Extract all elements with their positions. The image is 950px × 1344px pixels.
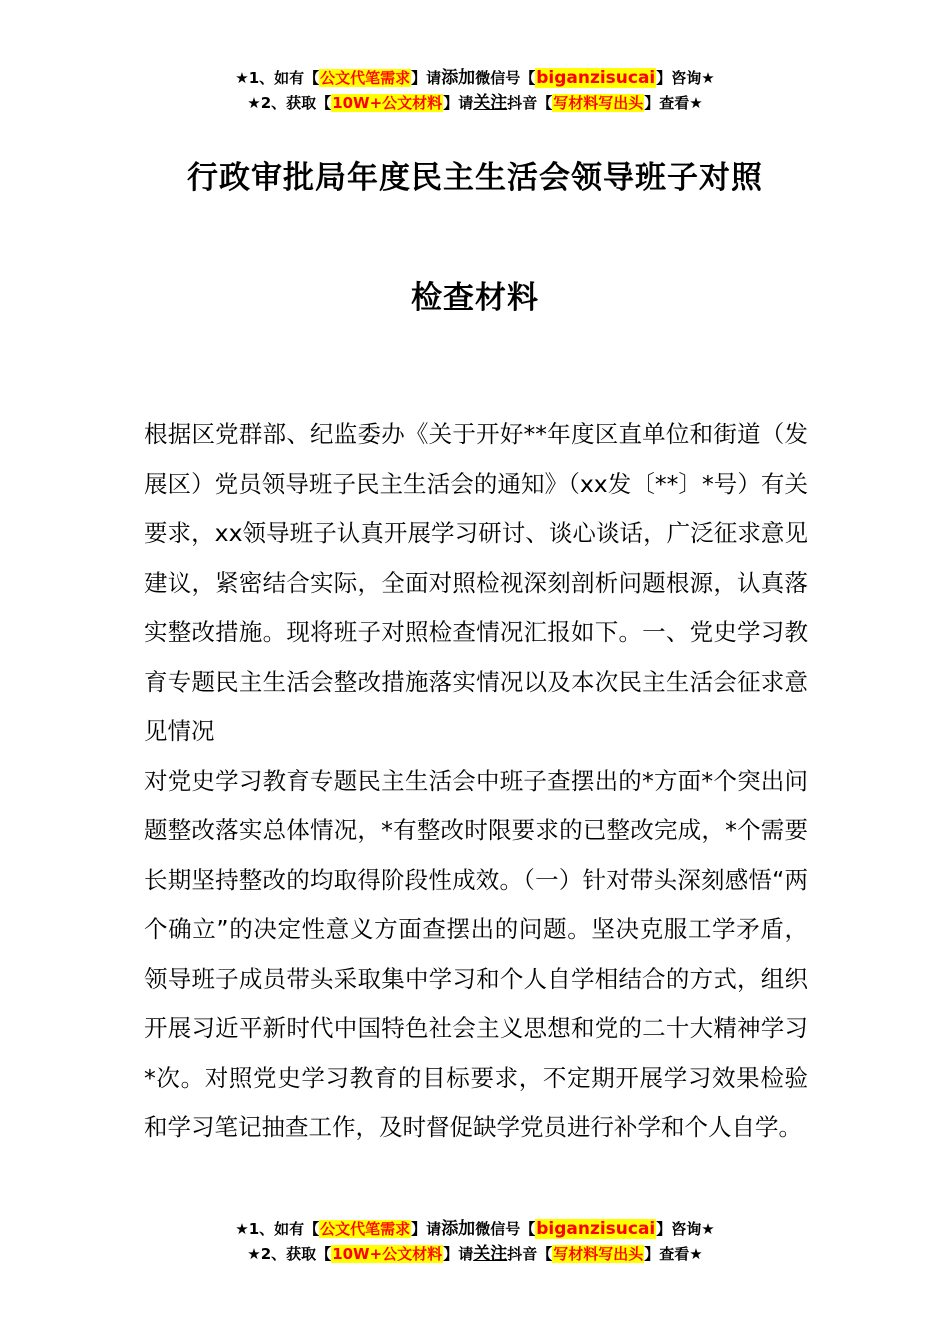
promo-highlight-wechat-id: biganzisucai: [536, 68, 656, 88]
promo-emphasis: 添加: [441, 1219, 476, 1239]
promo-highlight: 10W+公文材料: [332, 94, 443, 112]
promo-highlight-wechat-id: biganzisucai: [536, 1219, 656, 1239]
promo-line-1: [0, 1217, 950, 1242]
promo-banner-bottom: [0, 1217, 950, 1267]
promo-highlight: 公文代笔需求: [320, 1220, 411, 1238]
promo-text: 抖音【: [507, 94, 553, 112]
promo-highlight: 写材料写出头: [553, 1245, 644, 1263]
promo-line-2: [0, 91, 950, 116]
promo-emphasis: 关注: [473, 1244, 508, 1264]
promo-text: 抖音【: [507, 1245, 553, 1263]
promo-text: 】咨询★: [656, 69, 715, 87]
document-title-line-1: 行政审批局年度民主生活会领导班子对照: [187, 160, 763, 196]
promo-text: 】查看★: [644, 1245, 703, 1263]
promo-line-1: [0, 66, 950, 91]
promo-highlight: 公文代笔需求: [320, 69, 411, 87]
promo-text: 】请: [411, 69, 442, 87]
promo-text: 微信号【: [475, 69, 536, 87]
promo-text: 】咨询★: [656, 1220, 715, 1238]
document-body: [144, 410, 808, 1153]
body-paragraph-2: 对党史学习教育专题民主生活会中班子查摆出的*方面*个突出问题整改落实总体情况，*有整改时限要求的已整改完成，*个需要长期坚持整改的均取得阶段性成效。（一）针对带头深刻感悟“两个确立”的决定性意义方面查摆出的问题。坚决克服工学矛盾，领导班子成员带头采取集中学习和个人自学相结合的方式，组织开展习近平新时代中国特色社会主义思想和党的二十大精神学习*次。对照党史学习教育的目标要求，不定期开展学习效果检验和学习笔记抽查工作，及时督促缺学党员进行补学和个人自学。: [144, 766, 808, 1141]
promo-line-2: [0, 1242, 950, 1267]
promo-text: ★2、获取【: [247, 1245, 332, 1263]
promo-text: 】请: [411, 1220, 442, 1238]
promo-text: 微信号【: [475, 1220, 536, 1238]
promo-text: ★1、如有【: [235, 69, 320, 87]
promo-emphasis: 关注: [473, 93, 508, 113]
body-paragraph-1: 根据区党群部、纪监委办《关于开好**年度区直单位和街道（发展区）党员领导班子民主生活会的通知》（xx发〔**〕*号）有关要求，xx领导班子认真开展学习研讨、谈心谈话，广泛征求意见建议，紧密结合实际，全面对照检视深刻剖析问题根源，认真落实整改措施。现将班子对照检查情况汇报如下。一、党史学习教育专题民主生活会整改措施落实情况以及本次民主生活会征求意见情况: [144, 420, 808, 745]
promo-text: 】请: [443, 94, 474, 112]
promo-text: 】查看★: [644, 94, 703, 112]
promo-highlight: 10W+公文材料: [332, 1245, 443, 1263]
promo-text: 】请: [443, 1245, 474, 1263]
promo-emphasis: 添加: [441, 68, 476, 88]
promo-highlight: 写材料写出头: [553, 94, 644, 112]
promo-text: ★1、如有【: [235, 1220, 320, 1238]
promo-banner-top: [0, 66, 950, 116]
promo-text: ★2、获取【: [247, 94, 332, 112]
document-title-line-2: 检查材料: [411, 280, 539, 316]
